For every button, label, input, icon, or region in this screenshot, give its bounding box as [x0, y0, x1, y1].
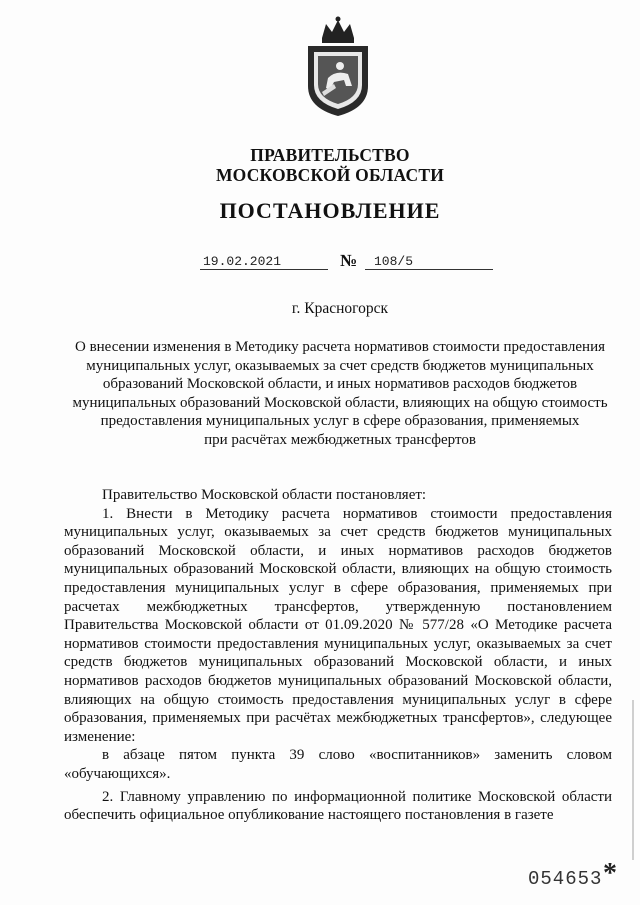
subject-line: образований Московской области, и иных нормативов расходов бюджетов	[102, 376, 578, 392]
number-sign: №	[340, 251, 358, 270]
subject-line: О внесении изменения в Методику расчета нормативов стоимости предоставления	[74, 339, 606, 355]
document-number: 108/5	[374, 254, 414, 269]
document-type-title: ПОСТАНОВЛЕНИЕ	[219, 198, 441, 223]
body-paragraph-1-amendment: в абзаце пятом пункта 39 слово «воспитанников» заменить словом «обучающихся».	[64, 747, 612, 782]
asterisk-mark: *	[603, 858, 617, 889]
coat-of-arms-icon	[300, 16, 376, 118]
registration-line	[0, 252, 640, 276]
body-paragraph-2: 2. Главному управлению по информационной политике Московской области обеспечить официальное опубликование настоящего постановления в газете	[64, 788, 612, 824]
date-underline	[200, 269, 328, 270]
document-body	[64, 486, 612, 825]
subject-line: при расчётах межбюджетных трансфертов	[204, 431, 476, 448]
scan-edge	[632, 700, 634, 860]
subject-line: муниципальных образований Московской области, влияющих на общую стоимость	[72, 394, 608, 411]
serial-number-stamp: 054653	[528, 868, 603, 890]
body-intro: Правительство Московской области постановляет:	[102, 487, 427, 503]
government-name-line1: ПРАВИТЕЛЬСТВО	[250, 145, 410, 165]
document-date: 19.02.2021	[203, 254, 282, 269]
number-underline	[365, 269, 493, 270]
document-subject	[60, 338, 620, 449]
body-paragraph-1: 1. Внести в Методику расчета нормативов стоимости предоставления муниципальных услуг, оказываемых за счет средств бюджетов муниципальных образований Московской области, и иных нормативов расходов бюджетов муниципальных образований Московской области, влияющих на общую стоимость предоставления муниципальных услуг в сфере образования, применяемых при расчетах межбюджетных трансфертов, утвержденную постановлением Правительства Московской области от 01.09.2020 № 577/28 «О Методике расчета нормативов стоимости предоставления муниципальных услуг, оказываемых за счет средств бюджетов муниципальных образований Московской области, и иных нормативов расходов бюджетов муниципальных образований Московской области, влияющих на общую стоимость предоставления муниципальных услуг в сфере образования, применяемых при расчётах межбюджетных трансфертов», следующее изменение:	[64, 505, 612, 745]
city-of-issue: г. Красногорск	[291, 300, 389, 317]
subject-line: предоставления муниципальных услуг в сфере образования, применяемых	[100, 413, 580, 429]
subject-line: муниципальных услуг, оказываемых за счет средств бюджетов муниципальных	[86, 357, 594, 374]
government-name-line2: МОСКОВСКОЙ ОБЛАСТИ	[215, 165, 445, 185]
